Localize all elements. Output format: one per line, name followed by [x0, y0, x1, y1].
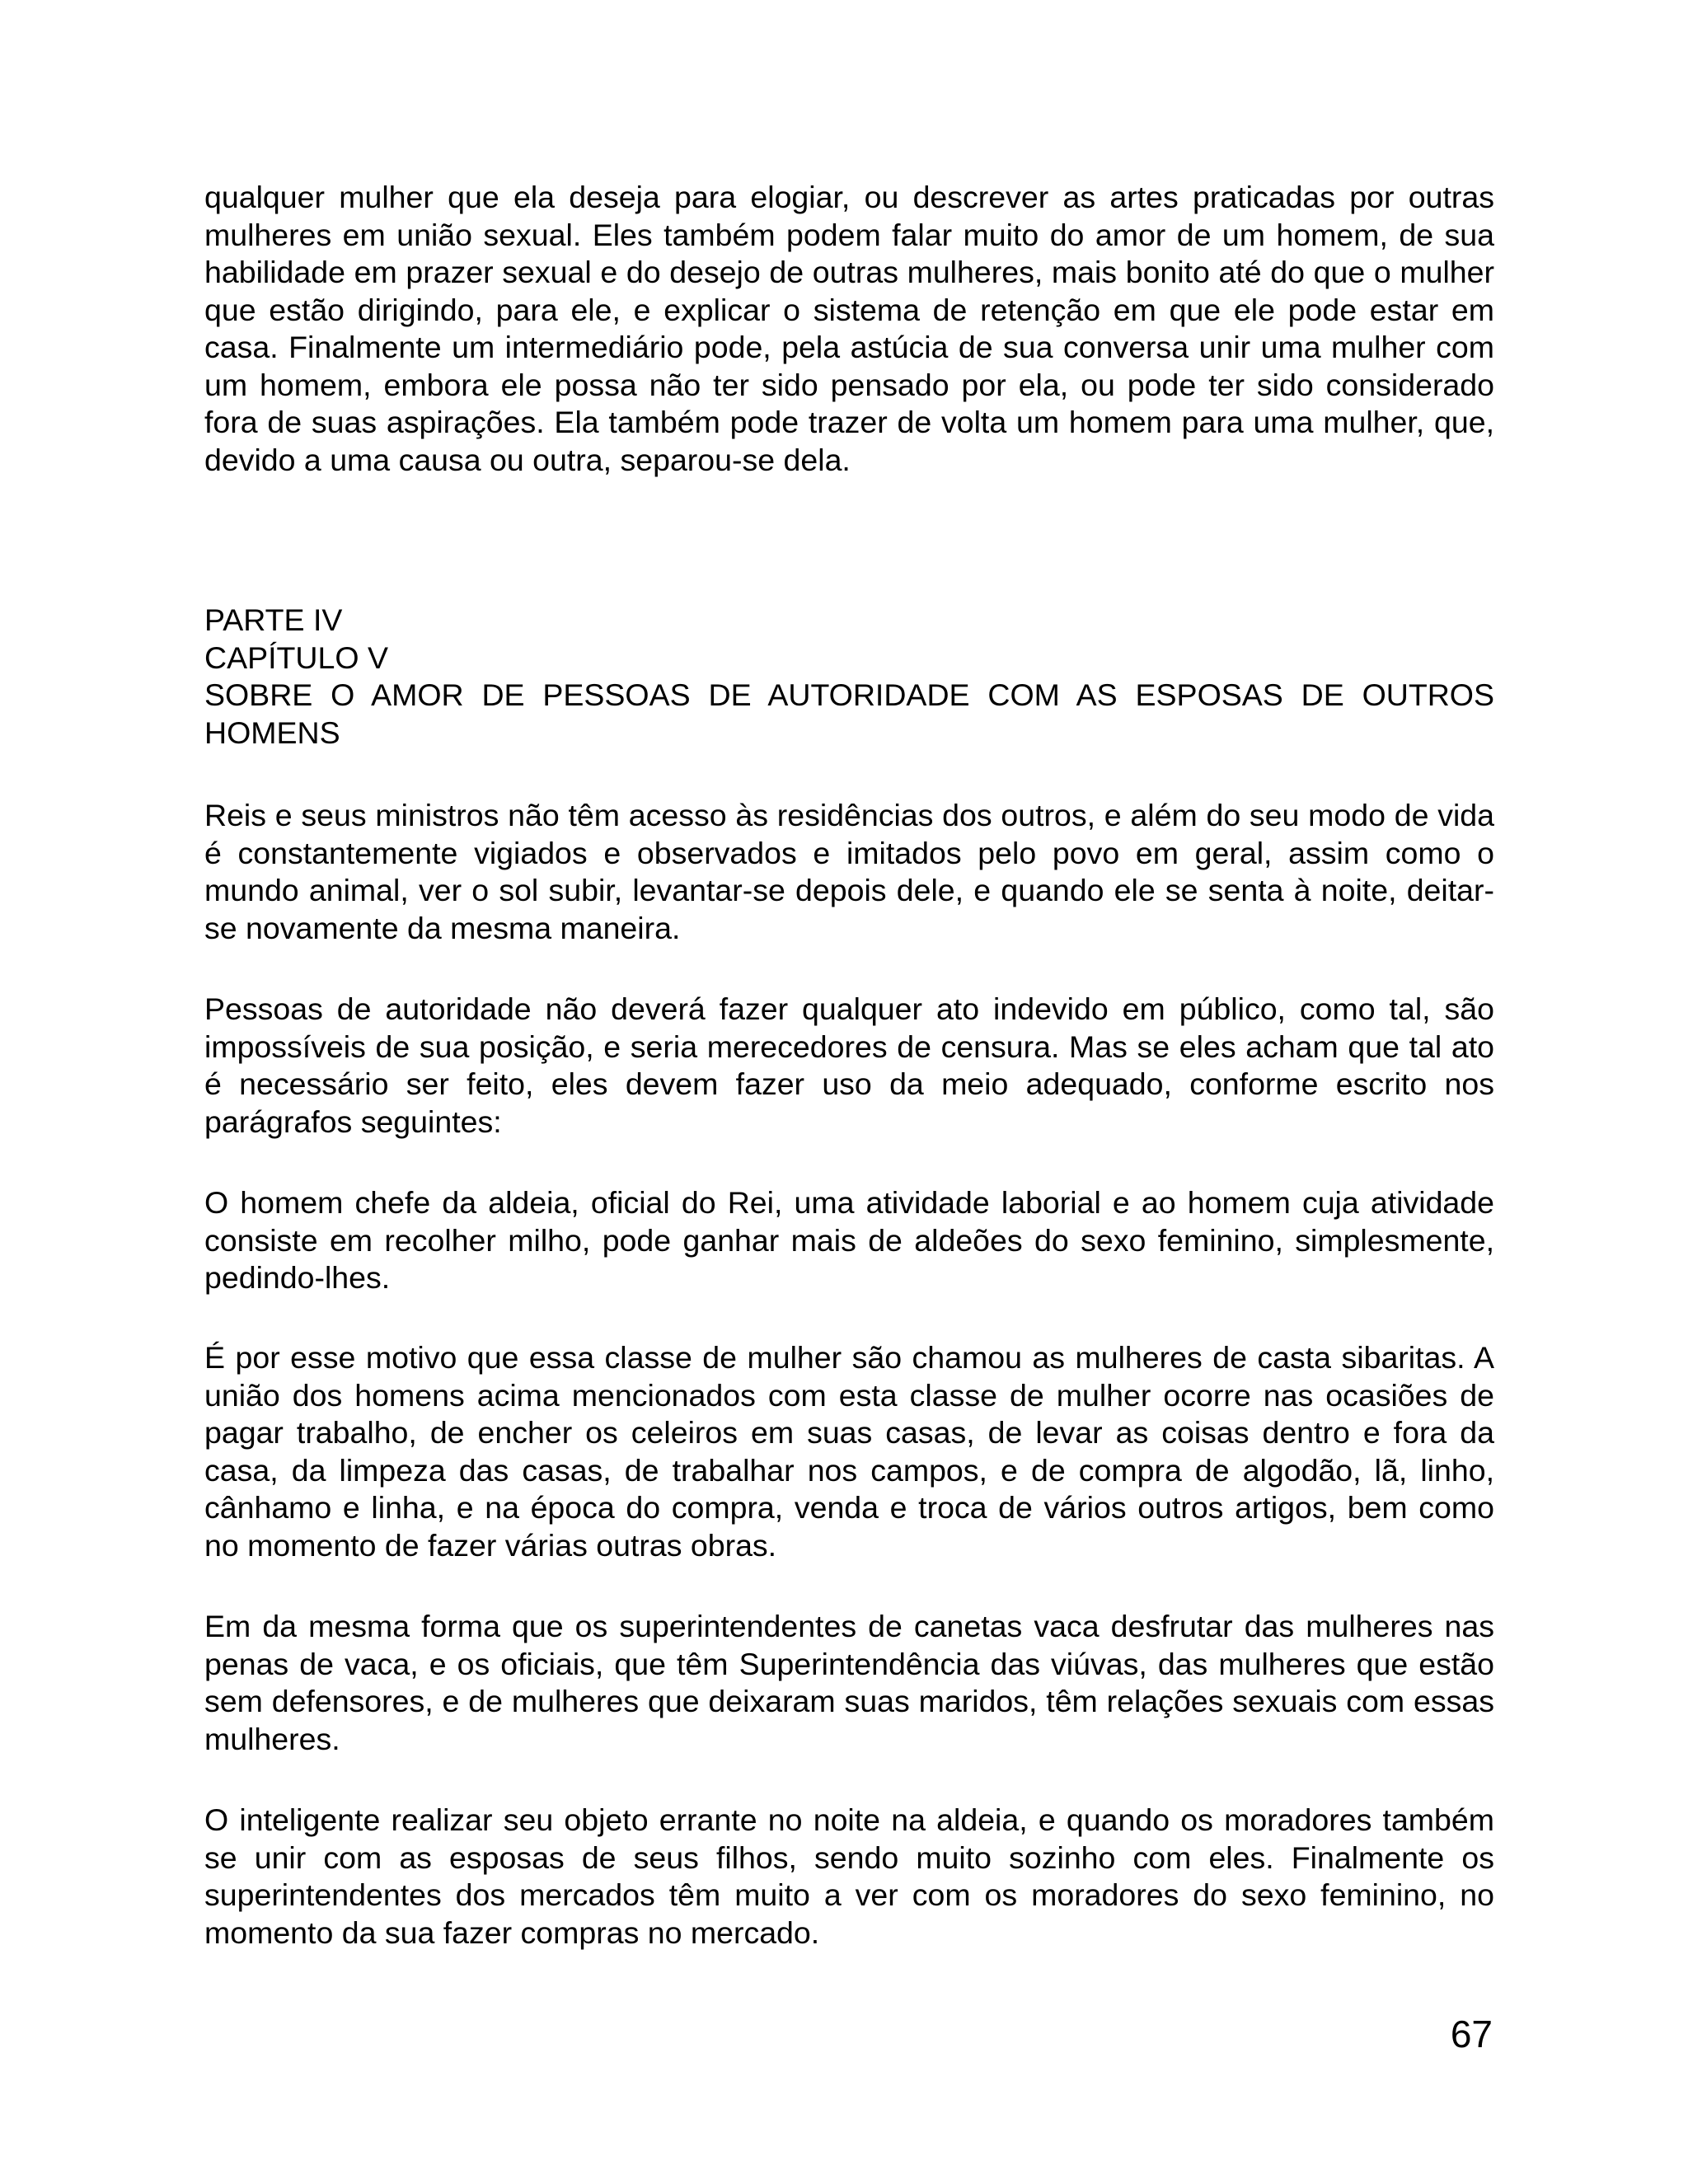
page-number: 67: [1450, 2013, 1493, 2055]
paragraph: Reis e seus ministros não têm acesso às residências dos outros, e além do seu modo de vida é constantemente vigiados e observados e imitados pelo povo em geral, assim como o mundo animal, ver o sol subir, levantar-se depois dele, e quando ele se senta à noite, deitar-se novamente da mesma maneira.: [204, 798, 1494, 945]
paragraph: O homem chefe da aldeia, oficial do Rei, uma atividade laborial e ao homem cuja atividade consiste em recolher milho, pode ganhar mais de aldeões do sexo feminino, simplesmente, pedindo-lhes.: [204, 1185, 1494, 1295]
paragraph: É por esse motivo que essa classe de mulher são chamou as mulheres de casta sibaritas. A união dos homens acima mencionados com esta classe de mulher ocorre nas ocasiões de pagar trabalho, de encher os celeiros em suas casas, de levar as coisas dentro e fora da casa, da limpeza das casas, de trabalhar nos campos, e de compra de algodão, lã, linho, cânhamo e linha, e na época do compra, venda e troca de vários outros artigos, bem como no momento de fazer várias outras obras.: [204, 1340, 1494, 1563]
paragraph: Em da mesma forma que os superintendentes de canetas vaca desfrutar das mulheres nas penas de vaca, e os oficiais, que têm Superintendência das viúvas, das mulheres que estão sem defensores, e de mulheres que deixaram suas maridos, têm relações sexuais com essas mulheres.: [204, 1609, 1494, 1756]
paragraph: O inteligente realizar seu objeto errante no noite na aldeia, e quando os moradores também se unir com as esposas de seus filhos, sendo muito sozinho com eles. Finalmente os superintendentes dos mercados têm muito a ver com os moradores do sexo feminino, no momento da sua fazer compras no mercado.: [204, 1802, 1494, 1950]
chapter-heading: [204, 602, 1494, 752]
paragraph: Pessoas de autoridade não deverá fazer qualquer ato indevido em público, como tal, são impossíveis de sua posição, e seria merecedores de censura. Mas se eles acham que tal ato é necessário ser feito, eles devem fazer uso da meio adequado, conforme escrito nos parágrafos seguintes:: [204, 991, 1494, 1139]
chapter-title: SOBRE O AMOR DE PESSOAS DE AUTORIDADE COM AS ESPOSAS DE OUTROS HOMENS: [204, 677, 1494, 750]
paragraph-continuation: qualquer mulher que ela deseja para elogiar, ou descrever as artes praticadas por outras mulheres em união sexual. Eles também podem falar muito do amor de um homem, de sua habilidade em prazer sexual e do desejo de outras mulheres, mais bonito até do que o mulher que estão dirigindo, para ele, e explicar o sistema de retenção em que ele pode estar em casa. Finalmente um intermediário pode, pela astúcia de sua conversa unir uma mulher com um homem, embora ele possa não ter sido pensado por ela, ou pode ter sido considerado fora de suas aspirações. Ela também pode trazer de volta um homem para uma mulher, que, devido a uma causa ou outra, separou-se dela.: [204, 180, 1494, 477]
part-label: PARTE IV: [204, 602, 343, 637]
chapter-label: CAPÍTULO V: [204, 640, 388, 675]
